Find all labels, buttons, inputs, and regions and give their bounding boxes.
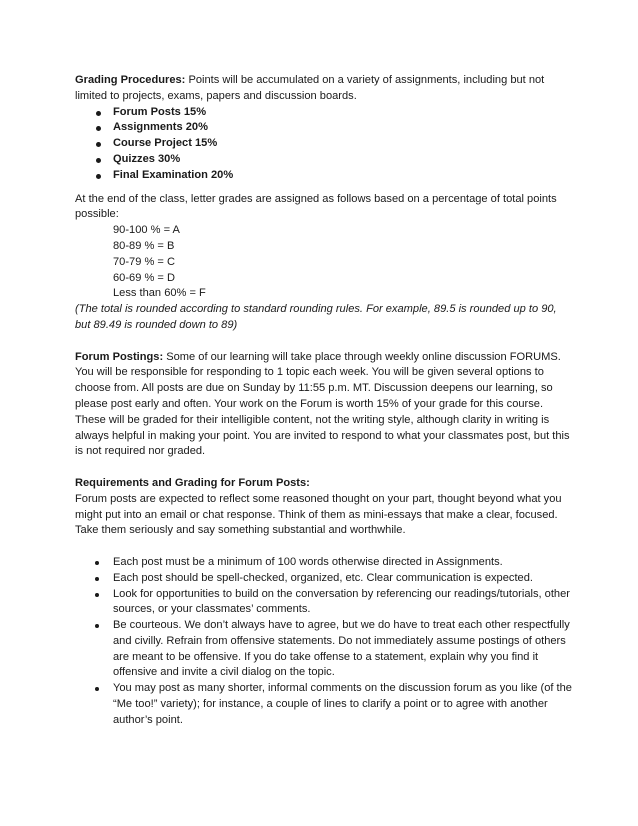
grade-weight-item: Final Examination 20% bbox=[75, 168, 575, 184]
requirements-heading: Requirements and Grading for Forum Posts: bbox=[75, 476, 310, 489]
requirements-intro: Forum posts are expected to reflect some reasoned thought on your part, thought beyond what you might put into an email or chat response. Think of them as mini-essays that make a clear, focused. Take them seriously and say something substantial and worthwhile. bbox=[75, 492, 562, 537]
grade-weight-item: Quizzes 30% bbox=[75, 152, 575, 168]
grading-intro-text: Points will be accumulated on a variety of assignments, including but not limited to projects, exams, papers and discussion boards. bbox=[75, 74, 545, 102]
requirement-item: Look for opportunities to build on the conversation by referencing our readings/tutorials, other sources, or your classmates’ comments. bbox=[75, 587, 575, 619]
forum-body-text: Some of our learning will take place through weekly online discussion FORUMS. You will be responsible for responding to 1 topic each week. You will be given several options to choose from. All posts are due on Sunday by 11:55 p.m. MT. Discussion deepens our learning, so please post early and often. Your work on the Forum is worth 15% of your grade for this course. These will be graded for their intelligible content, not the writing style, although clarity in writing is always helpful in making your point. You are invited to respond to what your classmates post, but this is not required nor graded. bbox=[75, 350, 570, 458]
forum-heading: Forum Postings: bbox=[75, 350, 164, 363]
document-page bbox=[75, 73, 575, 729]
letter-grade-row: 70-79 % = C bbox=[113, 255, 175, 268]
letter-grade-row: 60-69 % = D bbox=[113, 271, 175, 284]
rounding-note: (The total is rounded according to standard rounding rules. For example, 89.5 is rounded up to 90, but 89.49 is rounded down to 89) bbox=[75, 303, 557, 331]
requirement-item: Be courteous. We don’t always have to agree, but we do have to treat each other respectfully and civilly. Refrain from offensive statements. Do not immediately assume postings of others are meant to be offensive. If you do take offense to a statement, explain why you find it offensive and invite a civil dialog on the topic. bbox=[75, 618, 575, 681]
grade-weight-list bbox=[75, 105, 575, 184]
letter-grade-row: 90-100 % = A bbox=[113, 224, 180, 237]
letter-grade-row: Less than 60% = F bbox=[113, 287, 206, 300]
forum-paragraph bbox=[75, 350, 575, 461]
letter-grade-row: 80-89 % = B bbox=[113, 239, 175, 252]
grade-weight-item: Assignments 20% bbox=[75, 120, 575, 136]
requirement-item: You may post as many shorter, informal comments on the discussion forum as you like (of the “Me too!” variety); for instance, a couple of lines to clarify a point or to agree with another author’s point. bbox=[75, 681, 575, 728]
requirement-item: Each post should be spell-checked, organized, etc. Clear communication is expected. bbox=[75, 571, 575, 587]
grading-intro-paragraph bbox=[75, 73, 575, 105]
letter-grade-intro: At the end of the class, letter grades are assigned as follows based on a percentage of total points possible: bbox=[75, 192, 557, 221]
requirements-list bbox=[75, 555, 575, 729]
grading-heading: Grading Procedures: bbox=[75, 74, 186, 86]
letter-grade-scale bbox=[75, 223, 575, 302]
grade-weight-item: Course Project 15% bbox=[75, 136, 575, 152]
requirement-item: Each post must be a minimum of 100 words otherwise directed in Assignments. bbox=[75, 555, 575, 571]
grade-weight-item: Forum Posts 15% bbox=[75, 105, 575, 121]
